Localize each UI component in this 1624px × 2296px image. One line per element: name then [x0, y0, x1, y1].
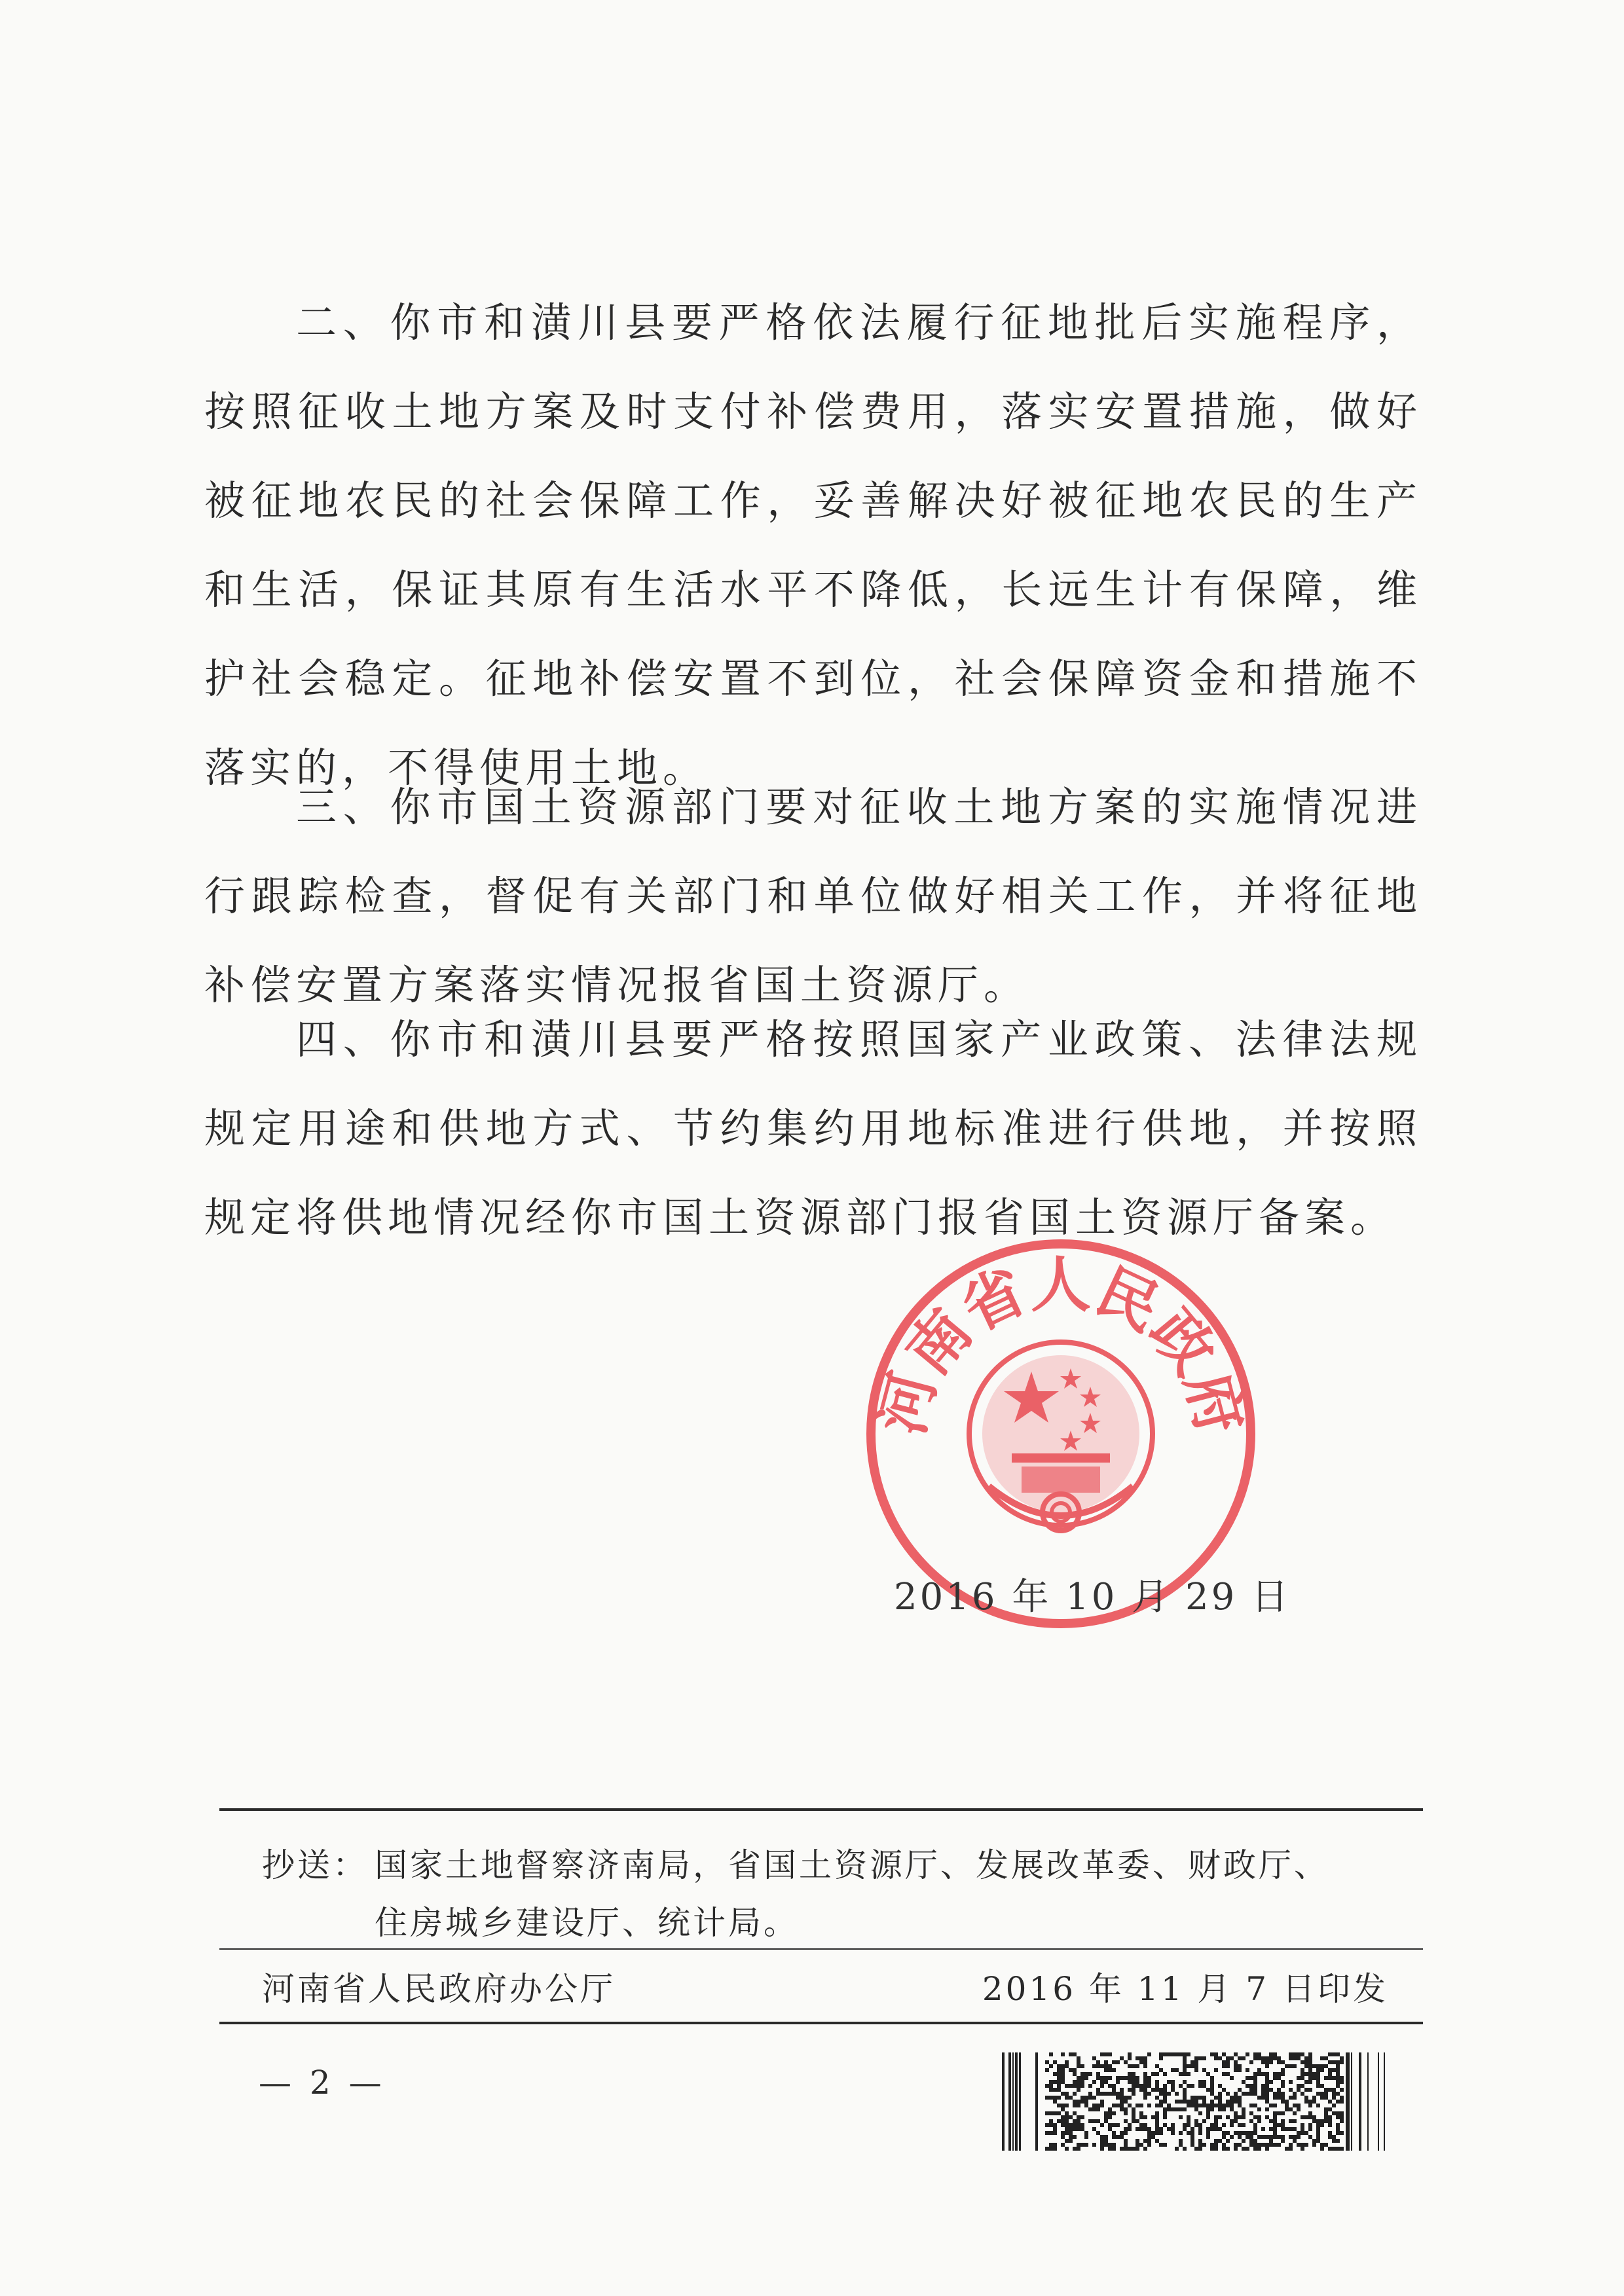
cc-block [262, 1836, 1414, 1952]
print-date: 2016 年 11 月 7 日印发 [982, 1970, 1388, 2008]
divider-bottom [219, 2022, 1423, 2024]
cc-recipients-1: 国家土地督察济南局，省国土资源厅、发展改革委、财政厅、 [375, 1846, 1329, 1884]
barcode-icon [1002, 2052, 1385, 2151]
paragraph-two: 二、你市和潢川县要严格依法履行征地批后实施程序，按照征收土地方案及时支付补偿费用，落实安置措施，做好被征地农民的社会保障工作，妥善解决好被征地农民的生产和生活，保证其原有生活水平不降低，长远生计有保障，维护社会稳定。征地补偿安置不到位，社会保障资金和措施不落实的，不得使用土地。 [204, 299, 1422, 792]
divider-top [219, 1808, 1423, 1811]
cc-recipients-2: 住房城乡建设厅、统计局。 [375, 1904, 799, 1942]
paragraph-three: 三、你市国土资源部门要对征收土地方案的实施情况进行跟踪检查，督促有关部门和单位做好相关工作，并将征地补偿安置方案落实情况报省国土资源厅。 [204, 783, 1422, 1009]
divider-middle [219, 1948, 1423, 1950]
cc-label: 抄送： [262, 1846, 368, 1884]
svg-text:河南省人民政府: 河南省人民政府 [865, 1249, 1257, 1442]
paragraph-four: 四、你市和潢川县要严格按照国家产业政策、法律法规规定用途和供地方式、节约集约用地标准进行供地，并按照规定将供地情况经你市国土资源部门报省国土资源厅备案。 [204, 1015, 1422, 1241]
issuing-office: 河南省人民政府办公厅 [262, 1970, 616, 2008]
page-number: — 2 — [259, 2064, 386, 2102]
cc-line-1 [262, 1836, 1414, 1894]
signature-date: 2016 年 10 月 29 日 [894, 1576, 1291, 1618]
